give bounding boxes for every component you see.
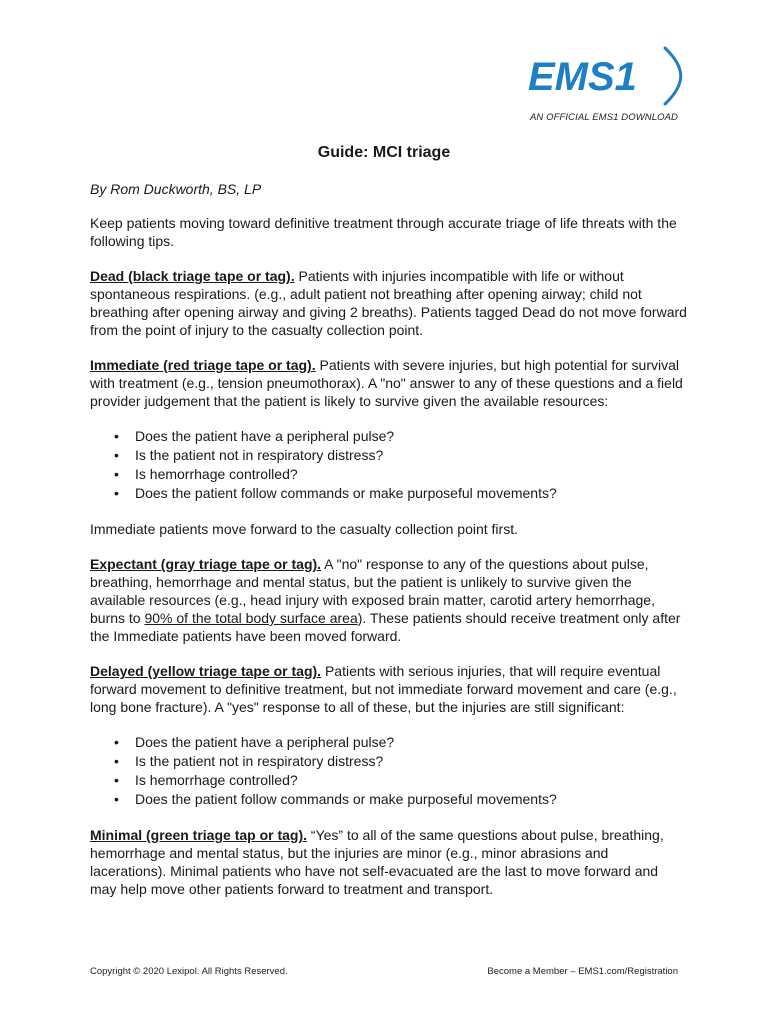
list-item: • Does the patient follow commands or make purposeful movements?	[90, 790, 688, 809]
immediate-heading: Immediate (red triage tape or tag).	[90, 357, 316, 373]
intro-paragraph: Keep patients moving toward definitive treatment through accurate triage of life threats with the following tips.	[90, 215, 677, 249]
ems1-logo-graphic	[526, 46, 686, 106]
logo-wordmark: EMS1	[528, 55, 637, 99]
article-body	[90, 214, 688, 915]
byline: By Rom Duckworth, BS, LP	[90, 181, 262, 197]
expectant-heading: Expectant (gray triage tape or tag).	[90, 556, 322, 572]
minimal-section	[90, 826, 688, 898]
registration-footer[interactable]: Become a Member – EMS1.com/Registration	[487, 966, 678, 977]
immediate-questions-list	[90, 427, 688, 503]
dead-text: Patients with injuries incompatible with life or without spontaneous respirations. (e.g., adult patient not breathing after opening airway; child not breathing after opening airway and giving 2 breaths). Patients tagged Dead do not move forward from the point of injury to the casualty collection point.	[90, 268, 687, 338]
list-item: • Is hemorrhage controlled?	[90, 465, 688, 484]
ems1-logo	[526, 46, 686, 106]
delayed-heading: Delayed (yellow triage tape or tag).	[90, 663, 322, 679]
immediate-note: Immediate patients move forward to the casualty collection point first.	[90, 521, 518, 537]
delayed-text: Patients with serious injuries, that will require eventual forward movement to definitive treatment, but not immediate forward movement and care (e.g., long bone fracture). A "yes" response to all of these, but the injuries are still significant:	[90, 663, 677, 715]
minimal-heading: Minimal (green triage tap or tag).	[90, 827, 308, 843]
expectant-text-a: A "no" response to any of the questions about pulse, breathing, hemorrhage and mental status, but the patient is unlikely to survive given the available resources (e.g., head injury with exposed brain matter, carotid artery hemorrhage, burns to	[90, 556, 655, 626]
body-surface-area-link[interactable]: 90% of the total body surface area	[144, 610, 358, 626]
delayed-section	[90, 662, 688, 716]
list-item: • Does the patient follow commands or make purposeful movements?	[90, 484, 688, 503]
list-item: • Does the patient have a peripheral pulse?	[90, 427, 688, 446]
delayed-questions-list	[90, 733, 688, 809]
list-item: • Does the patient have a peripheral pulse?	[90, 733, 688, 752]
minimal-text: “Yes” to all of the same questions about pulse, breathing, hemorrhage and mental status, but the injuries are minor (e.g., minor abrasions and lacerations). Minimal patients who have not self-evacuated are the last to move forward and may help move other patients forward to treatment and transport.	[90, 827, 664, 897]
list-item: • Is the patient not in respiratory distress?	[90, 752, 688, 771]
list-item: • Is the patient not in respiratory distress?	[90, 446, 688, 465]
immediate-text: Patients with severe injuries, but high potential for survival with treatment (e.g., tension pneumothorax). A "no" answer to any of these questions and a field provider judgement that the patient is likely to survive given the available resources:	[90, 357, 683, 409]
expectant-section	[90, 555, 688, 645]
copyright-footer: Copyright © 2020 Lexipol. All Rights Reserved.	[90, 966, 288, 977]
immediate-section	[90, 356, 688, 410]
page-title: Guide: MCI triage	[317, 144, 451, 161]
list-item: • Is hemorrhage controlled?	[90, 771, 688, 790]
dead-heading: Dead (black triage tape or tag).	[90, 268, 295, 284]
expectant-text-b: ). These patients should receive treatment only after the Immediate patients have been moved forward.	[90, 610, 681, 644]
official-download-label: AN OFFICIAL EMS1 DOWNLOAD	[529, 112, 678, 123]
dead-section	[90, 267, 688, 339]
